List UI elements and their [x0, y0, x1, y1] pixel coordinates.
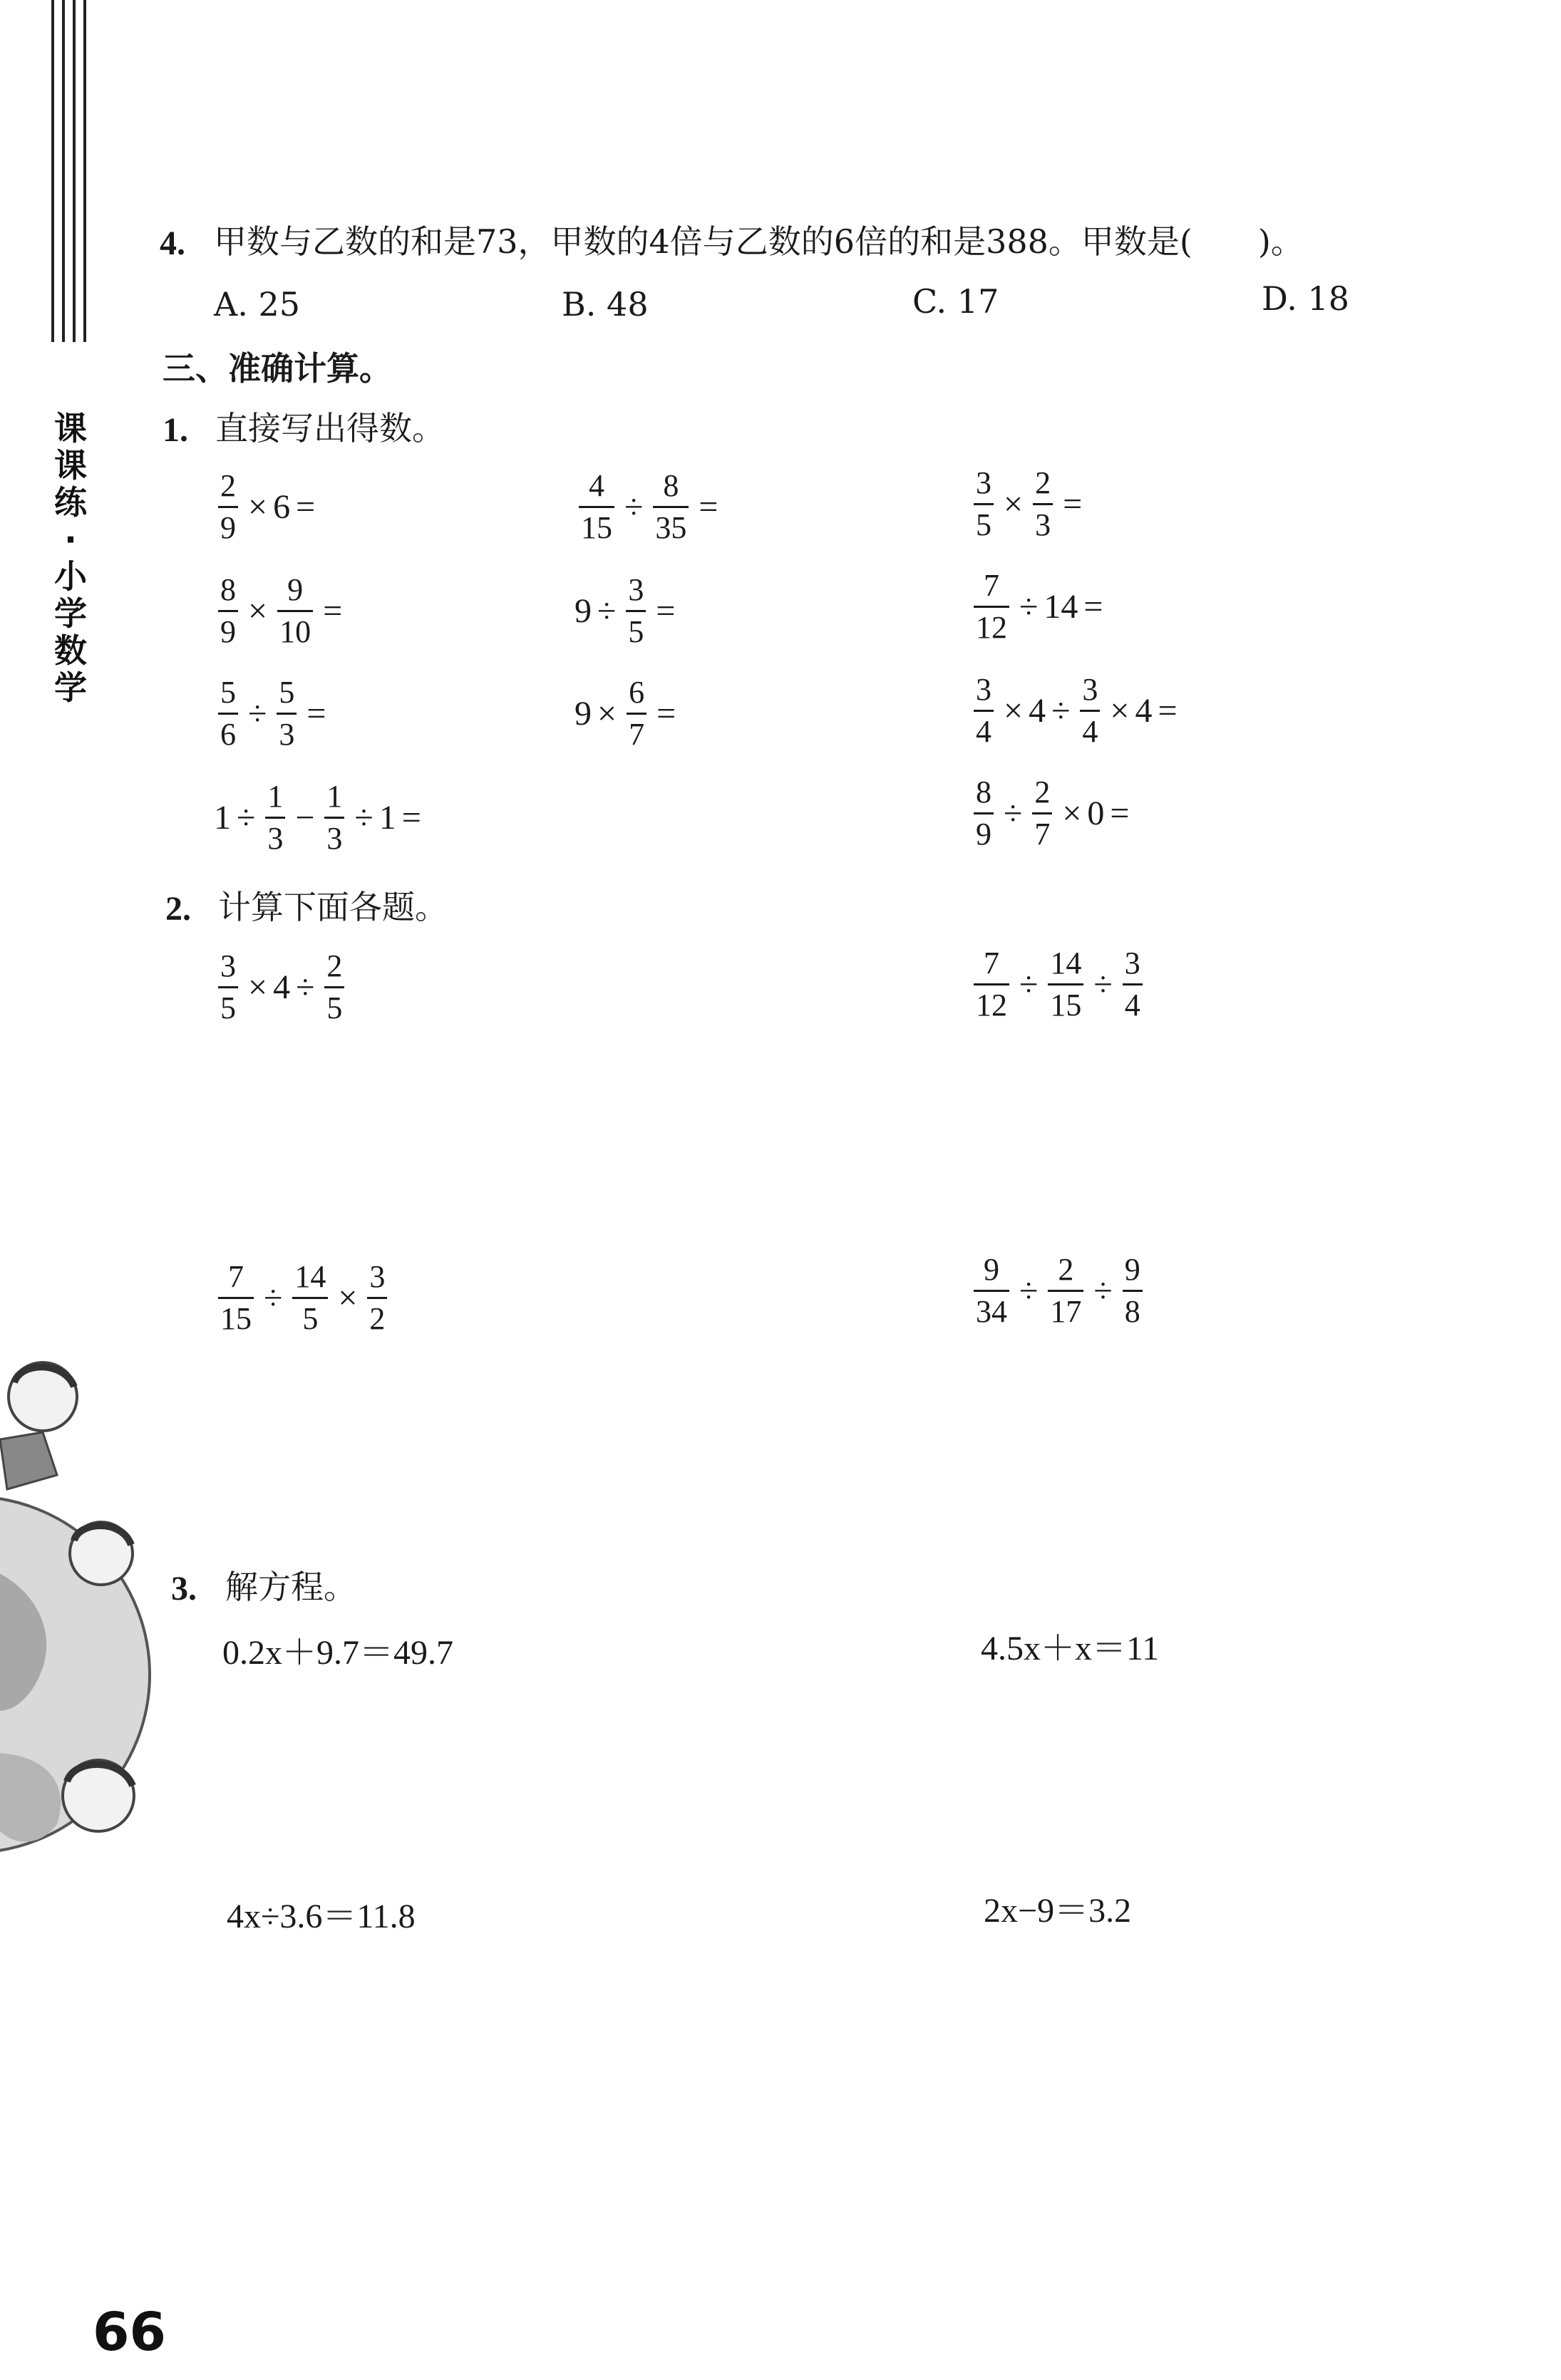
p1-number: 1. — [163, 411, 188, 449]
fraction: $\frac{4}{15}$ — [579, 470, 614, 544]
p3-title: 解方程。 — [225, 1568, 356, 1606]
operand: 4 — [273, 968, 291, 1006]
equals-sign: = — [1083, 588, 1103, 626]
fraction: $\frac{1}{3}$ — [265, 781, 285, 854]
operand: 1 — [378, 799, 396, 837]
fraction: $\frac{2}{5}$ — [324, 951, 344, 1024]
equation-2: 4.5x＋x＝11 — [981, 1630, 1160, 1667]
fraction: $\frac{3}{5}$ — [218, 951, 238, 1024]
calc-13 — [969, 948, 1147, 1021]
calc-11 — [969, 777, 1135, 850]
calc-2 — [575, 470, 723, 544]
fraction: $\frac{14}{5}$ — [292, 1261, 328, 1335]
fraction: $\frac{14}{15}$ — [1048, 948, 1083, 1021]
divide-sign: ÷ — [264, 1279, 283, 1317]
equation-1: 0.2x＋9.7＝49.7 — [222, 1634, 454, 1672]
times-sign: × — [1110, 692, 1130, 730]
binding-line-2 — [62, 0, 65, 342]
calc-14 — [214, 1261, 391, 1335]
fraction: $\frac{9}{8}$ — [1123, 1254, 1143, 1328]
calc-3 — [969, 467, 1088, 541]
p3-number: 3. — [171, 1570, 197, 1608]
p1-title: 直接写出得数。 — [215, 409, 445, 447]
times-sign: × — [1004, 485, 1024, 523]
spine-char: 课 — [54, 409, 87, 447]
spine-char: 课 — [54, 446, 87, 485]
p2-number: 2. — [165, 890, 191, 928]
divide-sign: ÷ — [624, 488, 644, 526]
calc-10 — [214, 781, 427, 854]
spine-char: 学 — [54, 594, 87, 633]
minus-sign: − — [295, 799, 315, 837]
fraction: $\frac{8}{9}$ — [974, 777, 994, 850]
spine-char: · — [64, 520, 77, 559]
fraction: $\frac{3}{5}$ — [974, 467, 994, 541]
operand: 0 — [1087, 795, 1105, 832]
divide-sign: ÷ — [1093, 966, 1113, 1003]
times-sign: × — [248, 968, 268, 1006]
fraction: $\frac{3}{5}$ — [626, 574, 646, 648]
fraction: $\frac{6}{7}$ — [627, 677, 646, 750]
operand: 6 — [273, 488, 291, 526]
divide-sign: ÷ — [354, 799, 373, 837]
times-sign: × — [1062, 795, 1082, 832]
operand: 4 — [1029, 692, 1046, 730]
times-sign: × — [248, 592, 268, 630]
divide-sign: ÷ — [597, 592, 617, 630]
divide-sign: ÷ — [1004, 795, 1023, 832]
operand: 9 — [575, 695, 592, 733]
fraction: $\frac{7}{12}$ — [974, 570, 1009, 643]
fraction: $\frac{2}{17}$ — [1048, 1254, 1083, 1328]
fraction: $\frac{9}{10}$ — [277, 574, 313, 648]
equals-sign: = — [1110, 795, 1130, 832]
divide-sign: ÷ — [237, 799, 256, 837]
binding-line-1 — [51, 0, 54, 342]
q4-number: 4. — [160, 224, 185, 262]
equals-sign: = — [1158, 692, 1178, 730]
times-sign: × — [1004, 692, 1024, 730]
equals-sign: = — [656, 695, 676, 733]
fraction: $\frac{5}{6}$ — [218, 677, 238, 750]
fraction: $\frac{5}{3}$ — [277, 677, 297, 750]
p2-title: 计算下面各题。 — [218, 888, 448, 926]
operand: 14 — [1044, 588, 1078, 626]
operand: 4 — [1135, 692, 1153, 730]
divide-sign: ÷ — [1019, 966, 1039, 1003]
equals-sign: = — [306, 695, 326, 733]
operand: 9 — [575, 592, 592, 630]
fraction: $\frac{2}{7}$ — [1032, 777, 1052, 850]
q4-option-b[interactable]: B. 48 — [562, 285, 649, 324]
operand: 1 — [214, 799, 231, 837]
fraction: $\frac{3}{4}$ — [1080, 674, 1100, 747]
calc-5 — [575, 574, 681, 648]
times-sign: × — [338, 1279, 358, 1317]
divide-sign: ÷ — [1051, 692, 1071, 730]
q4-option-a[interactable]: A. 25 — [214, 285, 300, 324]
calc-6 — [969, 570, 1108, 643]
fraction: $\frac{2}{9}$ — [218, 470, 238, 544]
calc-7 — [214, 677, 331, 750]
divide-sign: ÷ — [1019, 588, 1039, 626]
fraction: $\frac{3}{4}$ — [1123, 948, 1143, 1021]
binding-line-4 — [83, 0, 86, 342]
q4-option-c[interactable]: C. 17 — [912, 282, 999, 321]
times-sign: × — [248, 488, 268, 526]
fraction: $\frac{7}{12}$ — [974, 948, 1009, 1021]
calc-1 — [214, 470, 321, 544]
equals-sign: = — [323, 592, 343, 630]
fraction: $\frac{1}{3}$ — [324, 781, 344, 854]
calc-4 — [214, 574, 348, 648]
fraction: $\frac{8}{9}$ — [218, 574, 238, 648]
divide-sign: ÷ — [1093, 1272, 1113, 1310]
equals-sign: = — [1063, 485, 1083, 523]
equals-sign: = — [699, 488, 718, 526]
equation-3: 4x÷3.6＝11.8 — [227, 1898, 416, 1935]
calc-8 — [575, 677, 681, 750]
divide-sign: ÷ — [296, 968, 315, 1006]
calc-15 — [969, 1254, 1147, 1328]
spine-char: 学 — [54, 668, 87, 707]
spine-title — [46, 410, 96, 706]
equation-4: 2x−9＝3.2 — [984, 1892, 1132, 1930]
fraction: $\frac{8}{35}$ — [653, 470, 689, 544]
equals-sign: = — [401, 799, 421, 837]
binding-line-3 — [73, 0, 76, 342]
spine-char: 数 — [54, 631, 87, 670]
spine-char: 练 — [54, 483, 87, 522]
equals-sign: = — [296, 488, 316, 526]
fraction: $\frac{7}{15}$ — [218, 1261, 254, 1335]
section-title: 三、准确计算。 — [163, 349, 392, 388]
fraction: $\frac{3}{4}$ — [974, 674, 994, 747]
equals-sign: = — [656, 592, 676, 630]
divide-sign: ÷ — [248, 695, 267, 733]
times-sign: × — [597, 695, 617, 733]
children-globe-illustration — [0, 1354, 171, 1938]
divide-sign: ÷ — [1019, 1272, 1039, 1310]
q4-option-d[interactable]: D. 18 — [1262, 279, 1350, 318]
page-number: 66 — [93, 2302, 166, 2363]
calc-12 — [214, 948, 349, 1025]
calc-9 — [969, 674, 1183, 747]
q4-text: 甲数与乙数的和是73，甲数的4倍与乙数的6倍的和是388。甲数是( )。 — [214, 222, 1304, 261]
fraction: $\frac{2}{3}$ — [1033, 467, 1053, 541]
spine-char: 小 — [54, 557, 87, 596]
fraction: $\frac{3}{2}$ — [367, 1261, 387, 1335]
fraction: $\frac{9}{34}$ — [974, 1254, 1009, 1328]
